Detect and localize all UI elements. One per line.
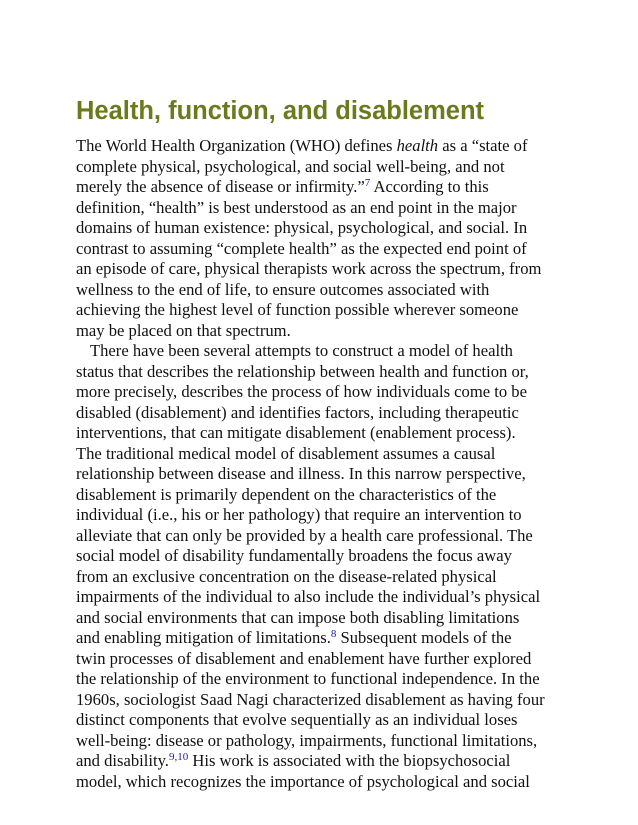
text-run: merely the absence of disease or infirmity.”	[76, 177, 365, 196]
text-run: disabled (disablement) and identifies factors, including therapeutic	[76, 402, 519, 422]
text-line	[76, 628, 566, 649]
reference-link[interactable]: 8	[330, 628, 337, 640]
text-run: well-being: disease or pathology, impairments, functional limitations,	[76, 730, 538, 750]
text-run: definition, “health” is best understood as an end point in the major	[76, 197, 517, 217]
text-run: Subsequent models of the	[336, 628, 512, 647]
text-run: interventions, that can mitigate disablement (enablement process).	[76, 423, 516, 442]
text-line	[76, 280, 566, 301]
text-line	[76, 382, 566, 403]
text-line	[76, 710, 566, 731]
text-line	[76, 731, 566, 752]
text-line	[76, 136, 566, 157]
text-line	[76, 690, 566, 711]
text-run: The traditional medical model of disablement assumes a causal	[76, 443, 496, 463]
text-run: may be placed on that spectrum.	[76, 320, 291, 340]
text-run: and enabling mitigation of limitations.	[76, 628, 331, 647]
reference-link[interactable]: 9,10	[168, 751, 189, 763]
text-line	[76, 239, 566, 260]
text-line	[76, 321, 566, 342]
text-run: 1960s, sociologist Saad Nagi characterized disablement as having four	[76, 689, 545, 709]
text-run: disablement is primarily dependent on the characteristics of the	[76, 484, 497, 504]
text-line	[76, 608, 566, 629]
text-line	[76, 751, 566, 772]
text-run: individual (i.e., his or her pathology) that require an intervention to	[76, 505, 522, 524]
text-line	[76, 300, 566, 321]
text-run: social model of disability fundamentally broadens the focus away	[76, 546, 512, 565]
reference-link[interactable]: 7	[364, 177, 371, 189]
text-run: distinct components that evolve sequentially as an individual loses	[76, 710, 518, 729]
text-run: domains of human existence: physical, psychological, and social. In	[76, 218, 528, 237]
text-run: wellness to the end of life, to ensure outcomes associated with	[76, 279, 490, 299]
text-run: model, which recognizes the importance of psychological and social	[76, 771, 530, 791]
text-line	[76, 649, 566, 670]
text-run: from an exclusive concentration on the disease-related physical	[76, 566, 497, 586]
text-line	[76, 198, 566, 219]
text-run: According to this	[370, 177, 489, 196]
text-line	[76, 587, 566, 608]
text-run: an episode of care, physical therapists work across the spectrum, from	[76, 259, 542, 278]
text-run: impairments of the individual to also include the individual’s physical	[76, 587, 541, 606]
text-run: as a “state of	[438, 136, 528, 155]
text-line	[76, 423, 566, 444]
text-run: complete physical, psychological, and social well-being, and not	[76, 156, 505, 176]
text-line	[76, 218, 566, 239]
text-run: twin processes of disablement and enablement have further explored	[76, 648, 532, 668]
text-line	[76, 259, 566, 280]
text-run: The World Health Organization (WHO) defines	[76, 136, 397, 155]
text-run: status that describes the relationship between health and function or,	[76, 361, 529, 381]
text-line	[76, 546, 566, 567]
body-text	[76, 136, 566, 792]
text-line	[76, 669, 566, 690]
text-line	[76, 341, 566, 362]
text-line	[76, 526, 566, 547]
text-run: the relationship of the environment to functional independence. In the	[76, 669, 540, 688]
text-line	[76, 485, 566, 506]
text-line	[76, 157, 566, 178]
text-run: and disability.	[76, 751, 169, 770]
text-run: relationship between disease and illness. In this narrow perspective,	[76, 464, 526, 483]
text-run: achieving the highest level of function possible wherever someone	[76, 300, 519, 319]
text-line	[76, 772, 566, 793]
text-line	[76, 567, 566, 588]
text-line	[76, 444, 566, 465]
text-line	[76, 177, 566, 198]
text-line	[76, 505, 566, 526]
emphasized-term: health	[396, 136, 439, 155]
section-heading: Health, function, and disablement	[76, 97, 485, 125]
text-run: alleviate that can only be provided by a health care professional. The	[76, 525, 533, 545]
text-run: His work is associated with the biopsychosocial	[188, 751, 511, 770]
text-line	[76, 464, 566, 485]
text-line	[76, 362, 566, 383]
text-run: and social environments that can impose both disabling limitations	[76, 607, 520, 627]
text-run: contrast to assuming “complete health” as the expected end point of	[76, 238, 527, 258]
text-line	[76, 403, 566, 424]
text-run: more precisely, describes the process of how individuals come to be	[76, 382, 527, 401]
text-run: There have been several attempts to construct a model of health	[90, 341, 513, 360]
